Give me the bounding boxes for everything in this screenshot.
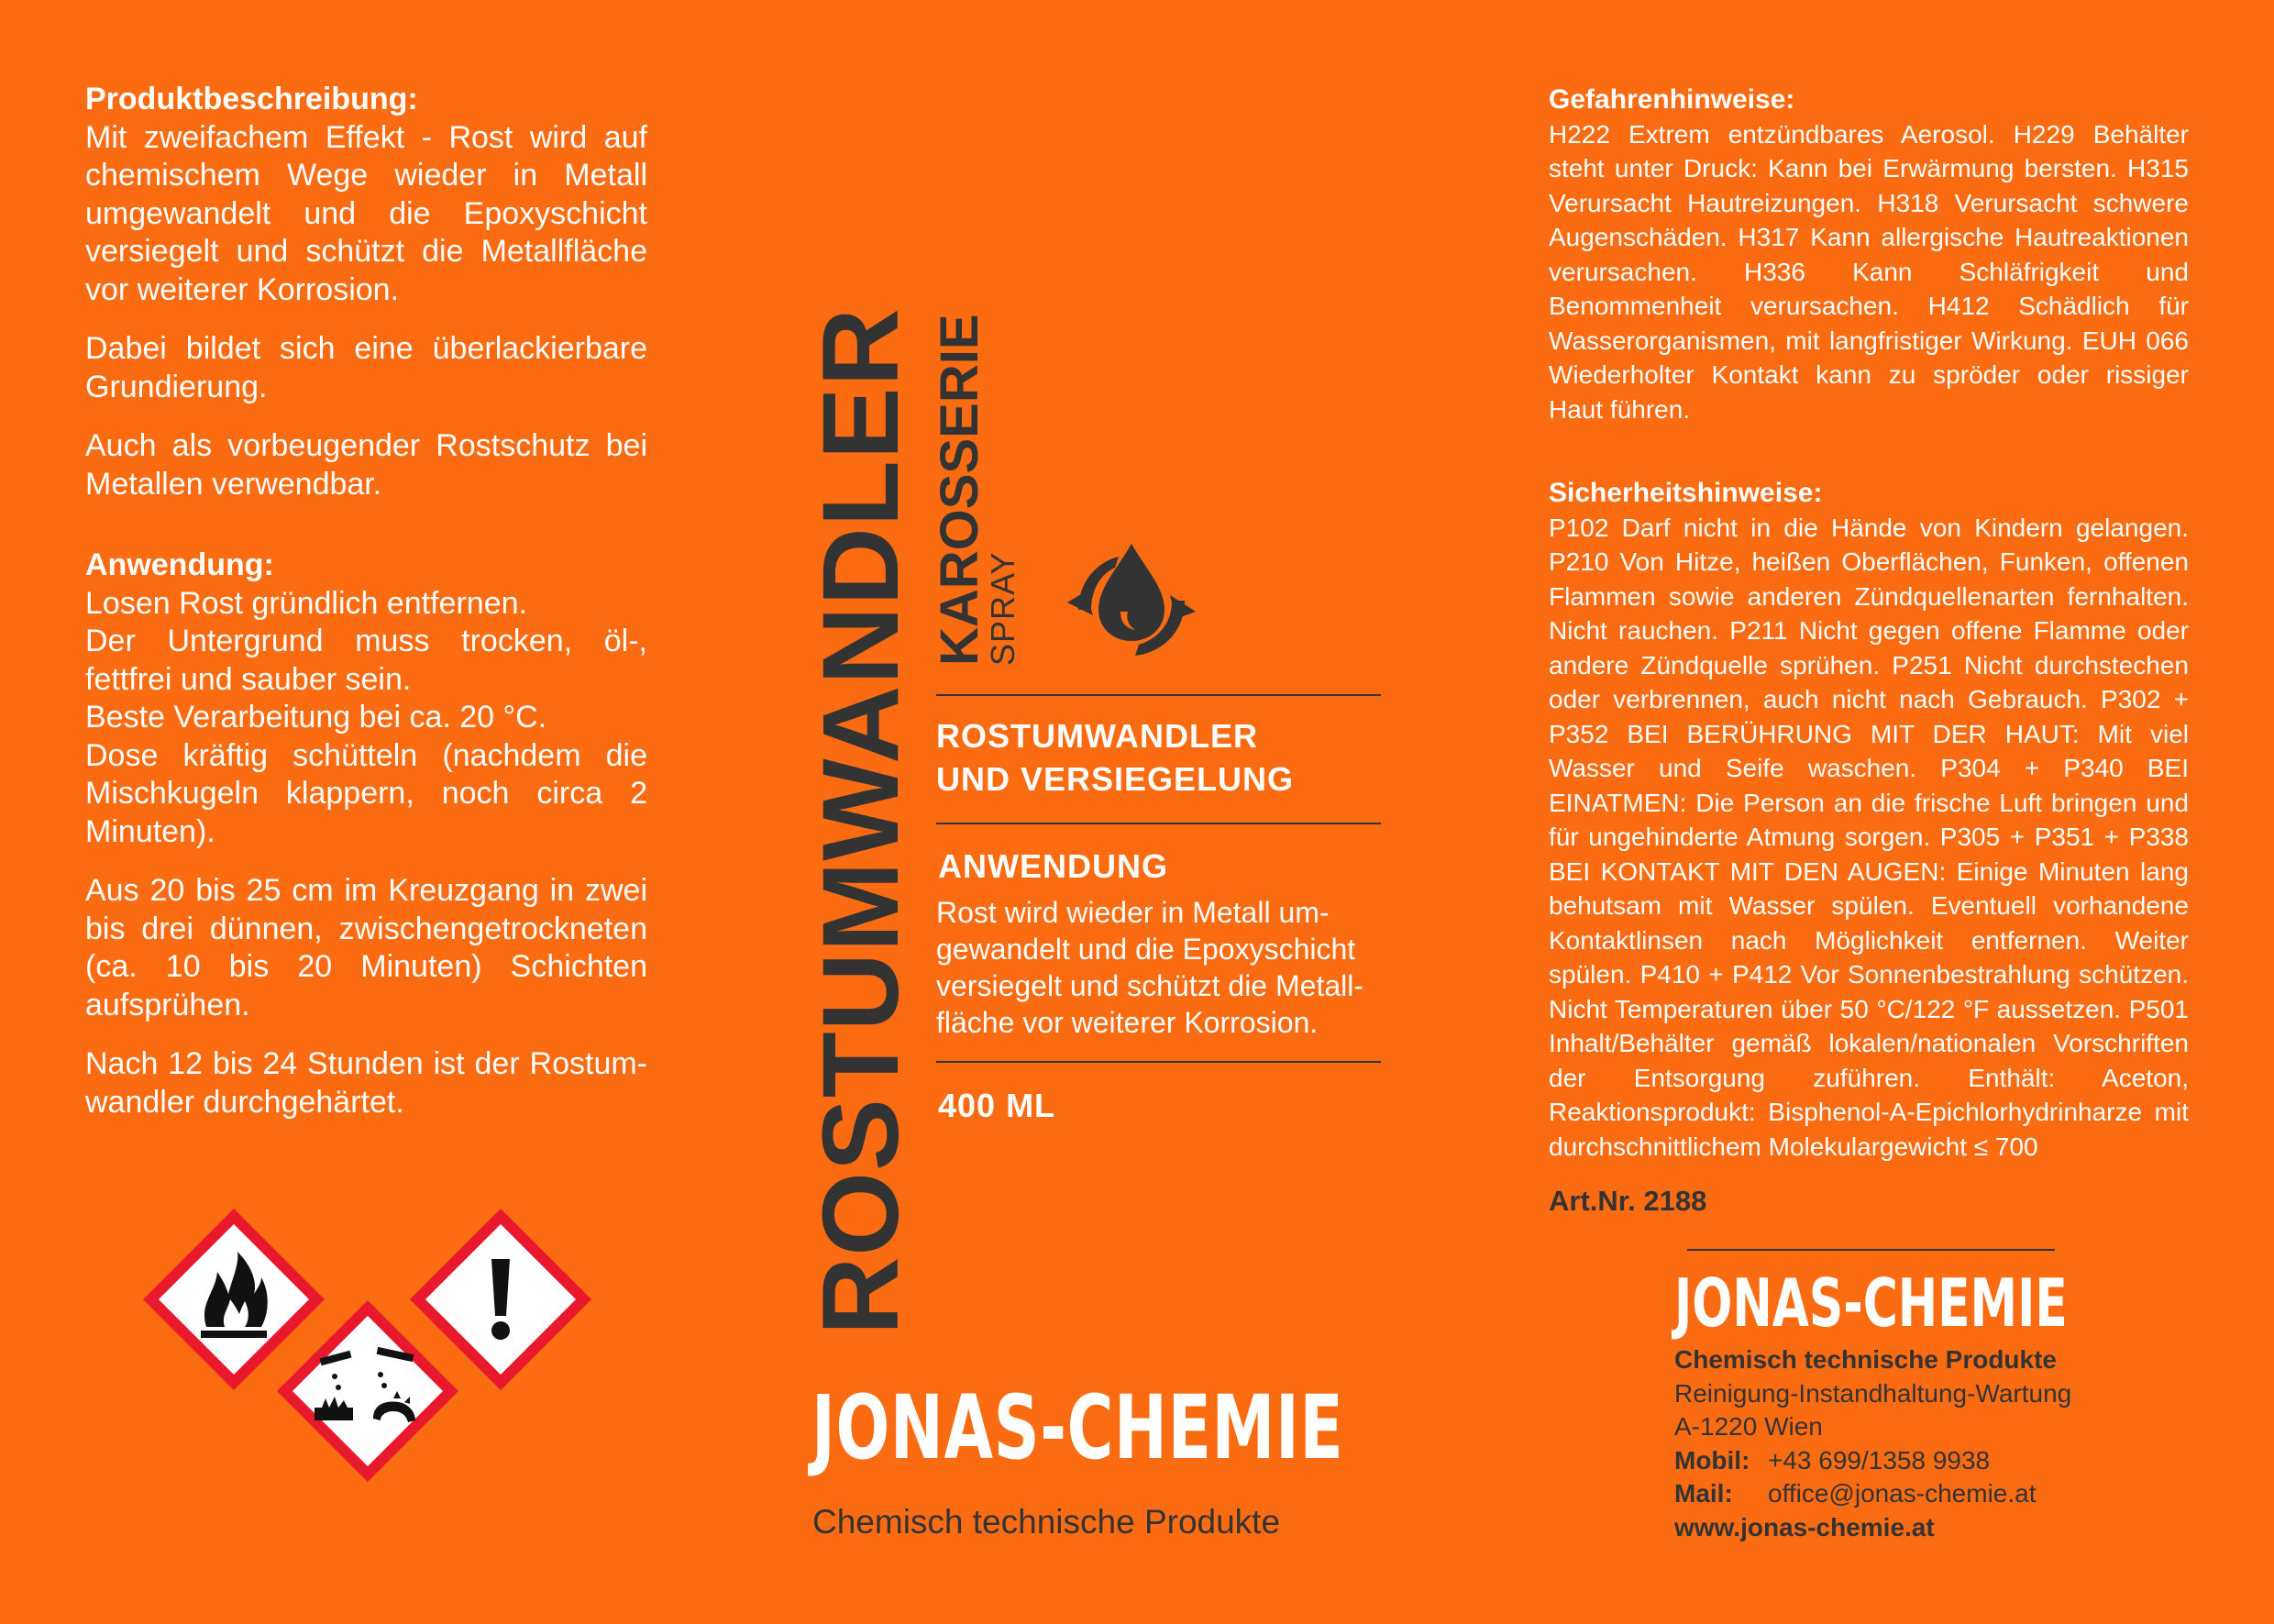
hazard-pictograms xyxy=(138,1206,596,1499)
address: A-1220 Wien xyxy=(1674,1412,1823,1441)
series-label: KAROSSERIE xyxy=(930,314,989,666)
brand-logo: JONAS-CHEMIE xyxy=(811,1376,1344,1479)
brand-logo-small: JONAS-CHEMIE xyxy=(1674,1265,2068,1342)
mobile-label: Mobil: xyxy=(1674,1445,1750,1475)
corrosion-icon xyxy=(284,1308,450,1474)
mobile-row xyxy=(1674,1444,2071,1478)
divider xyxy=(936,823,1381,824)
divider xyxy=(1687,1249,2055,1251)
hazard-safety-column xyxy=(1549,83,2189,1164)
vertical-product-title: ROSTUMWANDLER xyxy=(800,307,922,1335)
product-name-line2: UND VERSIEGELUNG xyxy=(936,760,1295,798)
article-number: Art.Nr. 2188 xyxy=(1549,1185,1707,1217)
application-line: Der Untergrund muss trocken, öl-, fettfrei und sauber sein. xyxy=(85,624,647,697)
application-line: Dose kräftig schütteln (nachdem die Mischkugeln klappern, noch circa 2 Minuten). xyxy=(85,737,647,849)
flame-icon xyxy=(150,1216,316,1382)
mail-row xyxy=(1674,1477,2071,1511)
hazard-heading: Gefahrenhinweise: xyxy=(1549,84,1795,115)
brand-subtitle: Chemisch technische Produkte xyxy=(812,1503,1281,1541)
application-paragraph: Aus 20 bis 25 cm im Kreuzgang in zwei bis drei dünnen, zwischengetrockneten (ca. 10 bis 20 Minuten) Schichten aufsprühen. xyxy=(85,873,647,1022)
hazard-statements: H222 Extrem entzündbares Aerosol. H229 Behälter steht unter Druck: Kann bei Erwärmung bersten. H315 Verursacht Hautreizungen. H318 Verursacht schwere Augenschäden. H317 Kann allergische Hautreaktionen verursachen. H336 Kann Schläfrigkeit und Benommenheit verursachen. H412 Schädlich für Wasserorganismen, mit langfristiger Wirkung. EUH 066 Wiederholter Kontakt kann zu spröder oder rissiger Haut führen. xyxy=(1549,119,2189,424)
product-description-column xyxy=(85,81,647,1121)
rust-conversion-icon xyxy=(1062,536,1201,672)
mobile-number: +43 699/1358 9938 xyxy=(1768,1445,1991,1475)
contact-block xyxy=(1674,1343,2071,1544)
safety-statements: P102 Darf nicht in die Hände von Kindern gelangen. P210 Von Hitze, heißen Oberflächen, Funken, offenen Flammen sowie anderen Zündquellenarten fernhalten. Nicht rauchen. P211 Nicht gegen offene Flamme oder andere Zündquelle sprühen. P251 Nicht durchstechen oder verbrennen, auch nicht nach Gebrauch. P302 + P352 BEI BERÜHRUNG MIT DER HAUT: Mit viel Wasser und Seife waschen. P304 + P340 BEI EINATMEN: Die Person an die frische Luft bringen und für ungehinderte Atmung sorgen. P305 + P351 + P338 BEI KONTAKT MIT DEN AUGEN: Einige Minuten lang behutsam mit Wasser spülen. Eventuell vorhandene Kontaktlinsen nach Möglichkeit entfernen. Weiter spülen. P410 + P412 Vor Sonnenbestrahlung schützen. Nicht Temperaturen über 50 °C/122 °F aussetzen. P501 Inhalt/Behälter gemäß lokalen/nationalen Vorschriften der Entsorgung zuführen. Enthält: Aceton, Reaktionsprodukt: Bisphenol-A-Epichlorhydrinharze mit durchschnittlichem Molekulargewicht ≤ 700 xyxy=(1549,513,2189,1161)
exclamation-mark-icon xyxy=(417,1216,583,1382)
mail-label: Mail: xyxy=(1674,1479,1733,1508)
divider xyxy=(936,694,1381,696)
application-line: Losen Rost gründlich entfernen. xyxy=(85,585,527,621)
brand-subtitle: Chemisch technische Produkte xyxy=(1674,1345,2058,1374)
application-paragraph: Nach 12 bis 24 Stunden ist der Rostumwandler durchgehärtet. xyxy=(85,1046,647,1120)
usage-text: Rost wird wieder in Metall umgewandelt und die Epoxyschicht versiegelt und schützt die Metallfläche vor weiterer Korrosion. xyxy=(936,896,1363,1039)
description-paragraph: Dabei bildet sich eine überlackierbare Grundierung. xyxy=(85,331,647,404)
description-heading: Produktbeschreibung: xyxy=(85,82,418,116)
application-heading: Anwendung: xyxy=(85,547,274,582)
form-label: SPRAY xyxy=(984,551,1021,666)
usage-heading: ANWENDUNG xyxy=(938,847,1168,885)
mail-address: office@jonas-chemie.at xyxy=(1768,1479,2037,1508)
description-paragraph: Mit zweifachem Effekt - Rost wird auf chemischem Wege wieder in Metall umgewandelt und die Epoxyschicht versiegelt und schützt die Metallfläche vor weiterer Korrosion. xyxy=(85,119,647,307)
product-name-line1: ROSTUMWANDLER xyxy=(936,717,1258,755)
application-line: Beste Verarbeitung bei ca. 20 °C. xyxy=(85,700,547,735)
website: www.jonas-chemie.at xyxy=(1674,1512,1935,1541)
description-paragraph: Auch als vorbeugender Rostschutz bei Metallen verwendbar. xyxy=(85,428,647,502)
tagline: Reinigung-Instandhaltung-Wartung xyxy=(1674,1378,2072,1408)
safety-heading: Sicherheitshinweise: xyxy=(1549,478,1823,508)
divider xyxy=(936,1061,1381,1063)
volume-label: 400 ML xyxy=(938,1087,1056,1124)
